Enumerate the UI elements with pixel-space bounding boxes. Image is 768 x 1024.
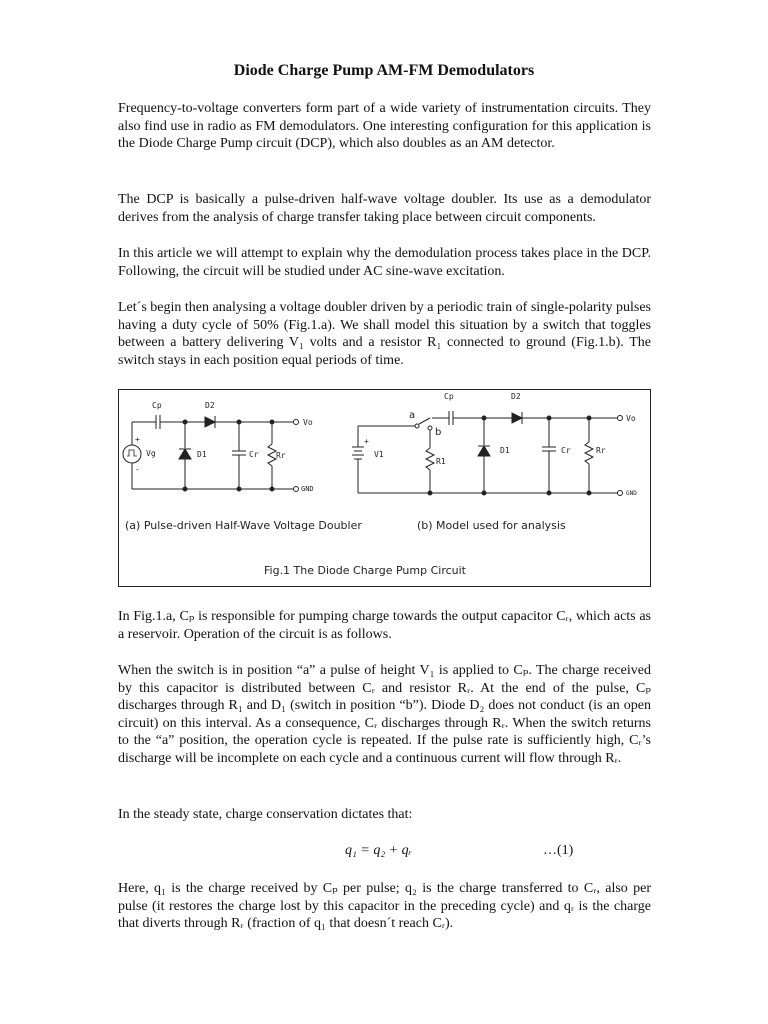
label-b-rr: Rr	[596, 446, 606, 455]
label-a-rr: Rr	[276, 451, 286, 460]
label-a-vg: Vg	[146, 449, 156, 458]
circuit-b	[352, 411, 623, 496]
label-b-a: a	[409, 410, 416, 421]
label-a-d2: D2	[205, 401, 215, 410]
label-b-d1: D1	[500, 446, 510, 455]
label-a-plus: +	[135, 435, 140, 444]
figure-1	[118, 389, 651, 587]
paragraph-3: In this article we will attempt to explain why the demodulation process takes place in the DCP. Following, the circuit will be studied under AC sine-wave excitation.	[118, 246, 651, 279]
paragraph-8: Here, q₁ is the charge received by Cₚ per pulse; q₂ is the charge transferred to Cᵣ, also per pulse (it restores the charge lost by this capacitor in the preceding cycle) and qᵣ is the charge that diverts through Rᵣ (fraction of q₁ that doesn´t reach Cᵣ).	[118, 881, 651, 931]
label-b-v1: V1	[374, 450, 384, 459]
label-b-r1: R1	[436, 457, 446, 466]
label-b-cp: Cp	[444, 392, 454, 401]
document-title: Diode Charge Pump AM-FM Demodulators	[233, 62, 535, 79]
figure-caption-b: (b) Model used for analysis	[417, 519, 566, 532]
label-a-gnd: GND	[301, 485, 314, 493]
figure-caption: Fig.1 The Diode Charge Pump Circuit	[264, 564, 466, 577]
label-a-minus: -	[135, 465, 140, 474]
paragraph-6: When the switch is in position “a” a pulse of height V₁ is applied to Cₚ. The charge received by this capacitor is distributed between Cᵣ and resistor Rᵣ. At the end of the pulse, Cₚ discharges through R₁ and D₁ (switch in position “b”). Diode D₂ does not conduct (is an open circuit) on this interval. As a consequence, Cᵣ discharges through Rᵣ. When the switch returns to the “a” position, the operation cycle is repeated. If the pulse rate is sufficiently high, Cᵣ’s discharge will be incomplete on each cycle and a continuous current will flow through Rᵣ.	[118, 663, 651, 766]
paragraph-7: In the steady state, charge conservation dictates that:	[118, 807, 413, 822]
equation-1-number: …(1)	[543, 843, 574, 858]
label-a-cr: Cr	[249, 450, 259, 459]
label-a-cp: Cp	[152, 401, 162, 410]
circuit-diagram	[119, 390, 652, 588]
label-a-d1: D1	[197, 450, 207, 459]
label-a-vo: Vo	[303, 418, 313, 427]
paragraph-2: The DCP is basically a pulse-driven half-wave voltage doubler. Its use as a demodulator derives from the analysis of charge transfer taking place between circuit components.	[118, 192, 651, 225]
label-b-vo: Vo	[626, 414, 636, 423]
equation-1: q₁ = q₂ + qᵣ	[345, 843, 413, 858]
paragraph-4: Let´s begin then analysing a voltage doubler driven by a periodic train of single-polarity pulses having a duty cycle of 50% (Fig.1.a). We shall model this situation by a switch that toggles between a battery delivering V₁ volts and a resistor R₁ connected to ground (Fig.1.b). The switch stays in each position equal periods of time.	[118, 300, 651, 368]
figure-caption-a: (a) Pulse-driven Half-Wave Voltage Doubler	[125, 519, 362, 532]
paragraph-5: In Fig.1.a, Cₚ is responsible for pumping charge towards the output capacitor Cᵣ, which acts as a reservoir. Operation of the circuit is as follows.	[118, 609, 651, 642]
label-b-gnd: GND	[626, 490, 637, 497]
label-b-plus: +	[364, 437, 369, 446]
paragraph-1: Frequency-to-voltage converters form part of a wide variety of instrumentation circuits. They also find use in radio as FM demodulators. One interesting configuration for this application is the Diode Charge Pump circuit (DCP), which also doubles as an AM detector.	[118, 101, 651, 151]
label-b-b: b	[435, 427, 442, 438]
label-b-cr: Cr	[561, 446, 571, 455]
label-b-d2: D2	[511, 392, 521, 401]
